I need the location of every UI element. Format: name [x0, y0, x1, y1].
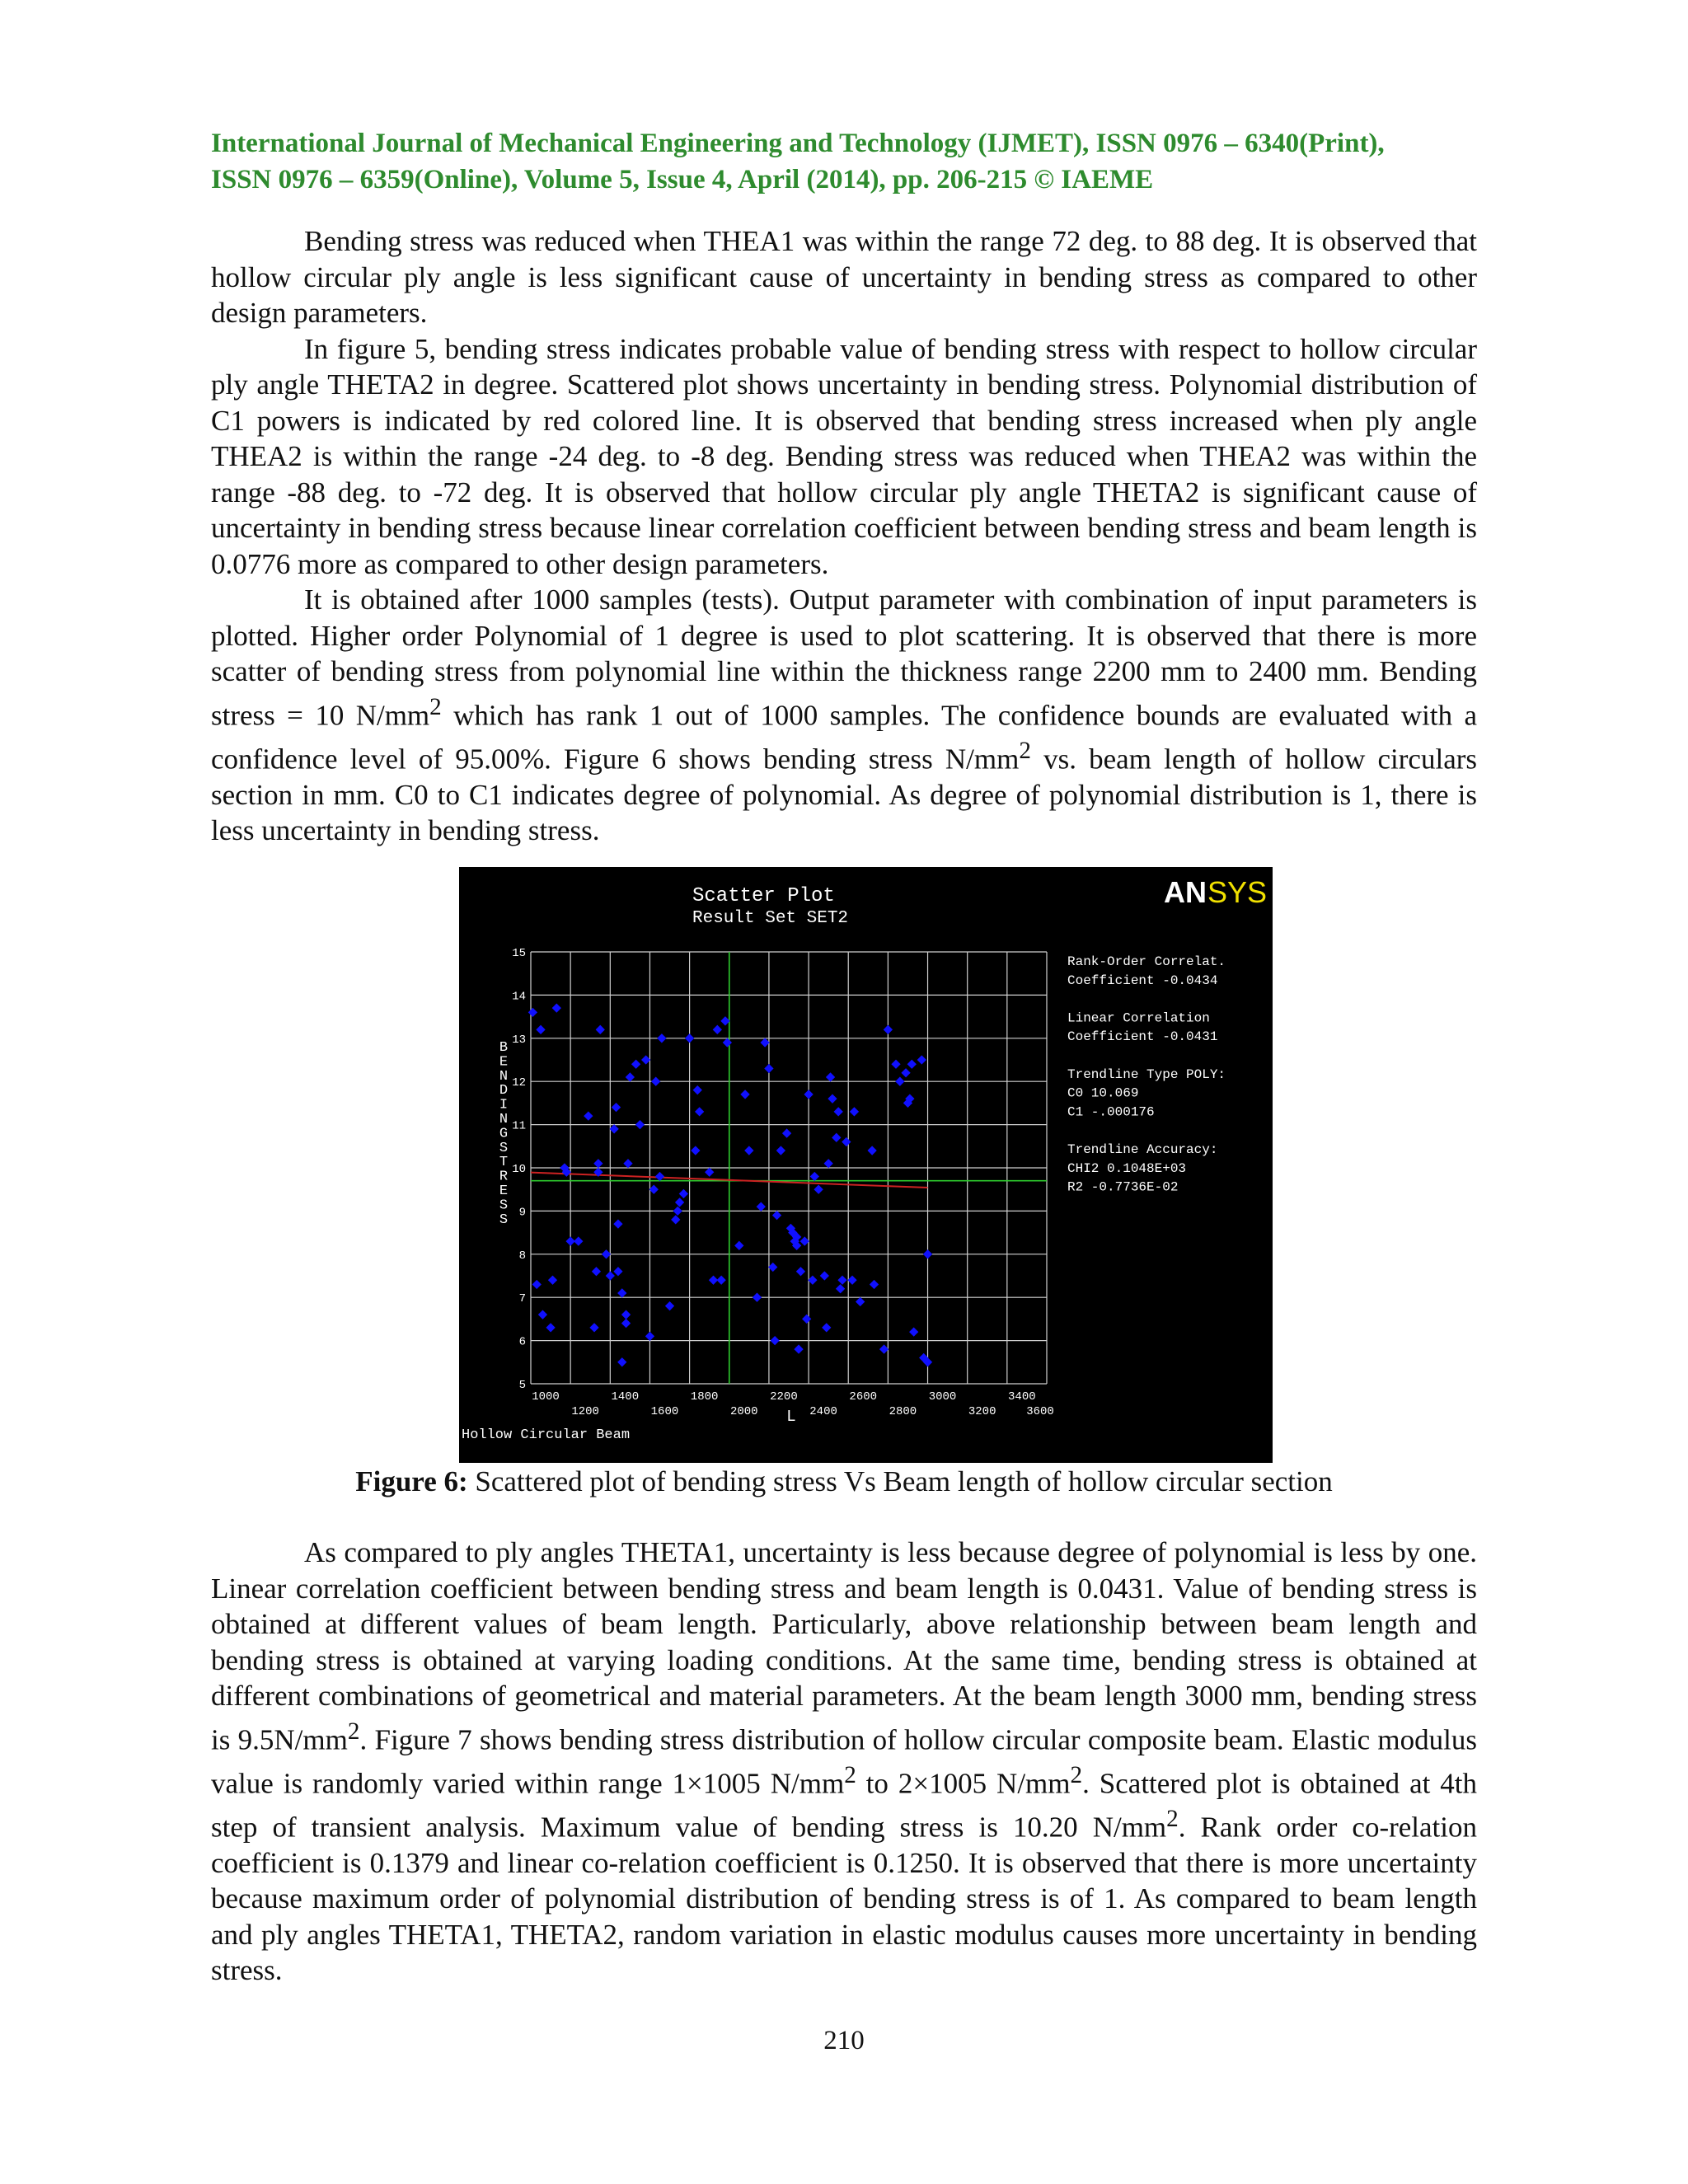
data-point — [609, 1124, 618, 1133]
data-point — [621, 1319, 631, 1328]
data-point — [800, 1236, 809, 1245]
data-point — [602, 1249, 611, 1258]
scatter-plot-chart — [459, 867, 1273, 1463]
data-point — [923, 1249, 932, 1258]
y-axis-label-char: N — [499, 1068, 509, 1085]
data-point — [671, 1215, 680, 1224]
data-point — [613, 1219, 622, 1228]
paragraph-4: As compared to ply angles THETA1, uncertainty is less because degree of polynomial is less by one. Linear correlation coefficient between bending stress and beam length is 0.0431. Value of bending stress is obtained at different values of beam length. Particularly, above relationship between beam length and bending stress is obtained at varying loading conditions. At the same time, bending stress is obtained at different combinations of geometrical and material parameters. At the beam length 3000 mm, bending stress is $9.5N/mm^2$. Figure 7 shows bending stress distribution of hollow circular composite beam. Elastic modulus value is randomly varied within range 1×1005 $N/mm^2$ to 2×1005 $N/mm^2$. Scattered plot is obtained at 4th step of transient analysis. Maximum value of bending stress is 10.20 $N/mm^2$. Rank order co-relation coefficient is 0.1379 and linear co-relation coefficient is 0.1250. It is observed that there is more uncertainty because maximum order of polynomial distribution of bending stress is of 1. As compared to beam length and ply angles THETA1, THETA2, random variation in elastic modulus causes more uncertainty in bending stress. — [211, 1536, 1477, 1987]
data-point — [621, 1310, 631, 1319]
data-point — [782, 1128, 791, 1137]
chart-title: Scatter Plot — [692, 885, 835, 907]
data-point — [645, 1332, 654, 1341]
data-point — [808, 1276, 817, 1285]
data-point — [772, 1211, 781, 1220]
data-point — [713, 1025, 722, 1034]
chart-footer: Hollow Circular Beam — [462, 1427, 631, 1443]
y-tick-label: 15 — [512, 947, 526, 960]
data-point — [657, 1033, 666, 1043]
x-tick-label: 1800 — [690, 1390, 719, 1404]
data-point — [895, 1077, 904, 1086]
x-tick-label: 3600 — [1026, 1405, 1054, 1418]
data-point — [823, 1159, 832, 1168]
data-point — [592, 1267, 601, 1276]
data-point — [814, 1185, 823, 1194]
data-point — [528, 1008, 537, 1017]
data-point — [685, 1033, 694, 1043]
svg-text:SYS: SYS — [1207, 875, 1268, 909]
stats-line: Rank-Order Correlat. — [1067, 954, 1226, 969]
journal-header — [211, 125, 1477, 198]
data-point — [760, 1038, 769, 1047]
data-point — [870, 1280, 879, 1289]
y-tick-label: 13 — [512, 1033, 526, 1047]
x-tick-label: 2600 — [849, 1390, 878, 1404]
figure-label: Figure 6: — [355, 1465, 468, 1497]
chart-subtitle: Result Set SET2 — [692, 909, 849, 928]
data-point — [909, 1327, 918, 1336]
stats-line: C1 -.000176 — [1067, 1104, 1155, 1120]
data-point — [651, 1077, 660, 1086]
y-tick-label: 14 — [512, 990, 526, 1004]
data-point — [804, 1090, 813, 1099]
data-point — [641, 1055, 650, 1064]
data-point — [891, 1060, 900, 1069]
x-tick-label: 3400 — [1008, 1390, 1036, 1404]
data-point — [691, 1146, 700, 1155]
data-point — [770, 1336, 779, 1345]
data-point — [532, 1280, 542, 1289]
paragraph-2: In figure 5, bending stress indicates probable value of bending stress with respect to hollow circular ply angle THETA2 in degree. Scattered plot shows uncertainty in bending stress. Polynomial distribution of C1 powers is indicated by red colored line. It is observed that bending stress increased when ply angle THEA2 is within the range -24 deg. to -8 deg. Bending stress was reduced when THEA2 was within the range -88 deg. to -72 deg. It is observed that hollow circular ply angle THETA2 is significant cause of uncertainty in bending stress because linear correlation coefficient between bending stress and beam length is 0.0776 more as compared to other design parameters. — [211, 332, 1477, 580]
y-tick-label: 11 — [512, 1119, 526, 1133]
data-point — [820, 1271, 829, 1280]
data-point — [673, 1207, 682, 1216]
data-point — [631, 1060, 640, 1069]
data-point — [917, 1055, 926, 1064]
paragraph-1: Bending stress was reduced when THEA1 was within the range 72 deg. to 88 deg. It is observed that hollow circular ply angle is less significant cause of uncertainty in bending stress as compared to other design parameters. — [211, 225, 1477, 329]
x-tick-label: 3200 — [968, 1405, 996, 1418]
y-tick-label: 5 — [518, 1379, 526, 1392]
y-axis-label-char: G — [499, 1126, 509, 1142]
statistics-panel — [1067, 954, 1226, 1195]
data-point — [548, 1276, 557, 1285]
data-point — [709, 1276, 718, 1285]
data-point — [655, 1172, 664, 1181]
data-point — [828, 1094, 837, 1104]
data-point — [538, 1310, 547, 1319]
data-point — [810, 1172, 819, 1181]
data-point — [867, 1146, 876, 1155]
stats-line: Linear Correlation — [1067, 1010, 1210, 1026]
data-point — [617, 1357, 626, 1366]
grid-lines — [531, 952, 1047, 1384]
data-point — [612, 1103, 621, 1112]
data-point — [832, 1133, 841, 1142]
y-tick-label: 12 — [512, 1076, 526, 1090]
journal-header-line-1: International Journal of Mechanical Engineering and Technology (IJMET), ISSN 0976 – 6340(Print), — [211, 129, 1385, 158]
stats-line: C0 10.069 — [1067, 1085, 1139, 1101]
data-point — [834, 1107, 843, 1116]
data-point — [776, 1146, 785, 1155]
x-tick-label: 2000 — [729, 1405, 758, 1418]
page-number: 210 — [823, 2026, 865, 2055]
data-point — [856, 1297, 865, 1306]
data-point — [847, 1276, 856, 1285]
y-tick-label: 9 — [518, 1206, 526, 1220]
data-point — [589, 1323, 598, 1332]
y-tick-label: 10 — [512, 1163, 526, 1176]
data-point — [623, 1159, 632, 1168]
x-tick-label: 2400 — [809, 1405, 837, 1418]
data-point — [753, 1293, 762, 1302]
stats-line: Coefficient -0.0431 — [1067, 1029, 1218, 1045]
data-point — [574, 1236, 583, 1245]
ansys-logo — [1164, 875, 1267, 909]
data-point — [757, 1202, 766, 1212]
y-axis-label-char: D — [499, 1083, 509, 1099]
data-point — [695, 1107, 704, 1116]
y-axis-label-char: E — [499, 1183, 509, 1199]
data-point — [679, 1189, 688, 1198]
data-point — [675, 1197, 684, 1207]
data-point — [606, 1271, 615, 1280]
y-axis-label-char: S — [499, 1212, 509, 1228]
data-point — [764, 1064, 773, 1073]
data-point — [705, 1168, 714, 1177]
data-point — [740, 1090, 749, 1099]
x-axis-label: L — [786, 1408, 796, 1426]
data-point — [565, 1236, 574, 1245]
data-point — [879, 1344, 889, 1353]
data-point — [546, 1323, 555, 1332]
journal-header-line-2: ISSN 0976 – 6359(Online), Volume 5, Issue 4, April (2014), pp. 206-215 © IAEME — [211, 165, 1154, 194]
stats-line: R2 -0.7736E-02 — [1067, 1179, 1179, 1195]
data-point — [826, 1072, 835, 1081]
svg-text:AN: AN — [1164, 875, 1207, 909]
data-point — [796, 1267, 805, 1276]
x-tick-label: 1600 — [650, 1405, 679, 1418]
paragraph-3: It is obtained after 1000 samples (tests). Output parameter with combination of input parameters is plotted. Higher order Polynomial of 1 degree is used to plot scattering. It is observed that there is more scatter of bending stress from polynomial line within the thickness range 2200 mm to 2400 mm. Bending stress = 10 $N/mm^2$ which has rank 1 out of 1000 samples. The confidence bounds are evaluated with a confidence level of 95.00%. Figure 6 shows bending stress $N/mm^2$ vs. beam length of hollow circulars section in mm. C0 to C1 indicates degree of polynomial. As degree of polynomial distribution is 1, there is less uncertainty in bending stress. — [211, 583, 1478, 847]
y-axis-label-char: B — [499, 1040, 509, 1056]
data-point — [837, 1276, 846, 1285]
x-tick-label: 1200 — [571, 1405, 599, 1418]
data-point — [613, 1267, 622, 1276]
data-point — [626, 1072, 635, 1081]
figure-caption — [0, 1463, 1688, 1501]
scatter-plot-figure — [459, 867, 1273, 1463]
data-point — [617, 1288, 626, 1297]
y-axis-label-char: E — [499, 1054, 509, 1071]
figure-caption-text: Scattered plot of bending stress Vs Beam length of hollow circular section — [467, 1465, 1333, 1497]
data-point — [596, 1025, 605, 1034]
stats-line: CHI2 0.1048E+03 — [1067, 1160, 1187, 1176]
data-point — [552, 1003, 561, 1012]
data-point — [884, 1025, 893, 1034]
data-point — [635, 1120, 645, 1129]
data-point — [802, 1315, 811, 1324]
body-text-bottom — [211, 1535, 1477, 1989]
data-point — [693, 1085, 702, 1094]
y-axis-label-char: N — [499, 1112, 509, 1127]
x-tick-label: 3000 — [928, 1390, 957, 1404]
y-axis-label-char: S — [499, 1140, 509, 1156]
data-point — [768, 1263, 777, 1272]
x-tick-label: 1000 — [532, 1390, 560, 1404]
data-point — [744, 1146, 753, 1155]
y-axis-label-char: S — [499, 1197, 509, 1214]
data-point — [723, 1038, 732, 1047]
y-axis-label-char: R — [499, 1169, 509, 1185]
y-axis-label — [499, 1040, 508, 1228]
data-point — [720, 1016, 729, 1025]
stats-line: Coefficient -0.0434 — [1067, 972, 1218, 988]
y-axis-label-char: I — [499, 1097, 509, 1113]
data-point — [593, 1159, 603, 1168]
x-tick-label: 2200 — [770, 1390, 798, 1404]
data-point — [842, 1137, 851, 1146]
data-point — [734, 1241, 743, 1250]
x-tick-label: 1400 — [611, 1390, 640, 1404]
y-axis-label-char: T — [499, 1155, 509, 1171]
data-point — [649, 1185, 659, 1194]
data-point — [584, 1111, 593, 1120]
x-tick-label: 2800 — [889, 1405, 917, 1418]
data-point — [536, 1025, 545, 1034]
y-tick-label: 7 — [518, 1292, 526, 1306]
y-tick-label: 6 — [518, 1335, 526, 1349]
data-point — [901, 1068, 910, 1077]
stats-line: Trendline Accuracy: — [1067, 1142, 1218, 1157]
y-tick-label: 8 — [518, 1249, 526, 1263]
data-point — [907, 1060, 917, 1069]
data-point — [850, 1107, 859, 1116]
data-point — [794, 1344, 803, 1353]
data-point — [836, 1284, 845, 1293]
stats-line: Trendline Type POLY: — [1067, 1066, 1226, 1082]
body-text-top — [211, 223, 1477, 849]
data-point — [822, 1323, 831, 1332]
data-point — [665, 1301, 674, 1310]
data-point — [716, 1276, 725, 1285]
